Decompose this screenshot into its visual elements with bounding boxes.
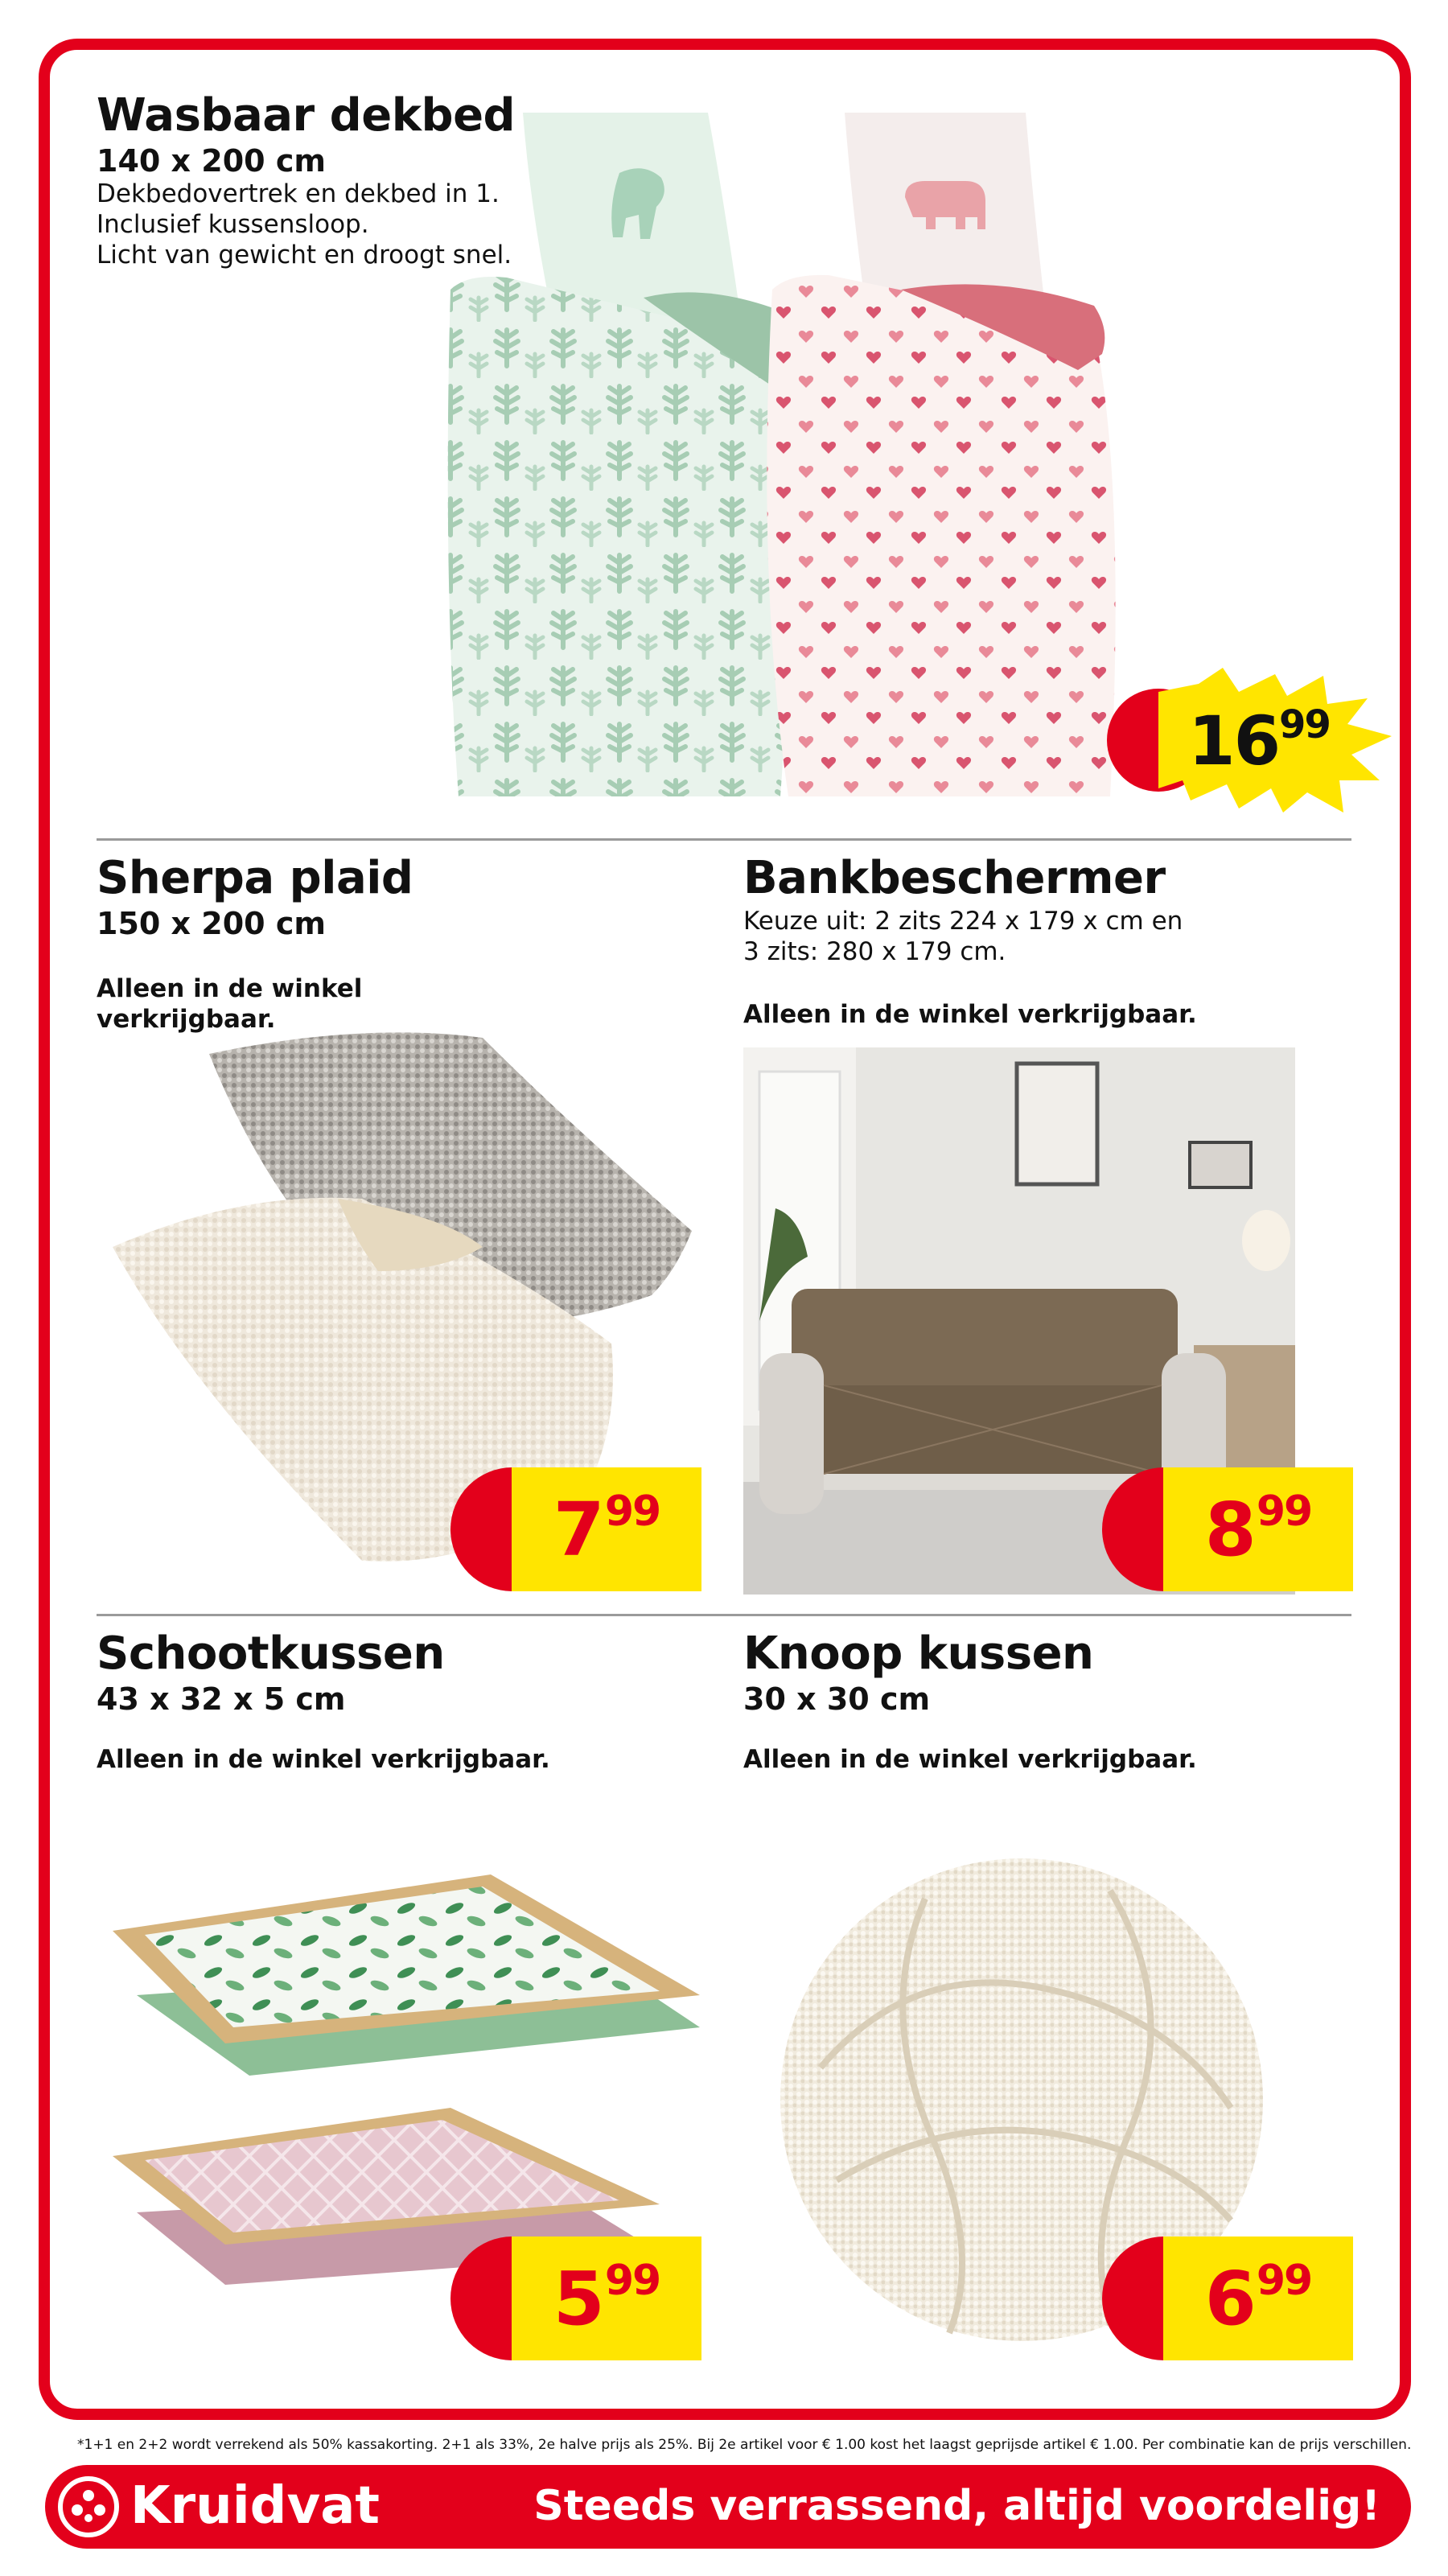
bank-price-cents: 99 [1256,1488,1312,1536]
knoop-price-tag [1102,2237,1353,2360]
kruidvat-logo-text: Kruidvat [130,2476,380,2536]
divider-2 [97,1614,1351,1616]
sherpa-price-main: 7 [553,1486,603,1573]
duvet-product-image [434,97,1158,821]
lap-tray-image [105,1834,732,2285]
disclaimer-text: *1+1 en 2+2 wordt verrekend als 50% kassakorting. 2+1 als 33%, 2e halve prijs als 25%. Bij 2e artikel voor € 1.00 kost het laagst geprijsde artikel € 1.00. Per combinatie kan de prijs verschillen. [77,2437,1412,2453]
knoop-title: Knoop kussen [743,1627,1094,1680]
divider-1 [97,838,1351,841]
kruidvat-logo-icon [58,2476,119,2537]
knoop-price-cents: 99 [1256,2257,1312,2305]
slogan: Steeds verrassend, altijd voordelig! [533,2482,1380,2530]
schoot-price-cents: 99 [604,2257,660,2305]
knoop-price-main: 6 [1204,2255,1255,2342]
sherpa-note-2: verkrijgbaar. [97,1005,276,1034]
sherpa-price-cents: 99 [604,1488,660,1536]
knoop-size: 30 x 30 cm [743,1681,931,1717]
knoop-note: Alleen in de winkel verkrijgbaar. [743,1745,1197,1774]
dekbed-desc-3: Licht van gewicht en droogt snel. [97,241,512,270]
dekbed-price-main: 16 [1188,702,1280,780]
dekbed-size: 140 x 200 cm [97,143,326,179]
bank-price-tag [1102,1467,1353,1591]
dekbed-desc-2: Inclusief kussensloop. [97,210,369,239]
sherpa-size: 150 x 200 cm [97,906,326,941]
schoot-size: 43 x 32 x 5 cm [97,1681,346,1717]
schoot-note: Alleen in de winkel verkrijgbaar. [97,1745,550,1774]
bank-desc-1: Keuze uit: 2 zits 224 x 179 x cm en [743,907,1183,936]
sherpa-note-1: Alleen in de winkel [97,974,363,1003]
sherpa-price-tag [450,1467,701,1591]
dekbed-title: Wasbaar dekbed [97,89,516,142]
schoot-price-tag [450,2237,701,2360]
dekbed-desc-1: Dekbedovertrek en dekbed in 1. [97,179,500,208]
dekbed-price [1158,689,1360,793]
bank-title: Bankbeschermer [743,852,1166,904]
sherpa-title: Sherpa plaid [97,852,413,904]
schoot-price-main: 5 [553,2255,603,2342]
schoot-title: Schootkussen [97,1627,445,1680]
bank-desc-2: 3 zits: 280 x 179 cm. [743,937,1006,966]
bank-note: Alleen in de winkel verkrijgbaar. [743,1000,1197,1029]
dekbed-price-cents: 99 [1279,702,1330,747]
bank-price-main: 8 [1204,1486,1255,1573]
